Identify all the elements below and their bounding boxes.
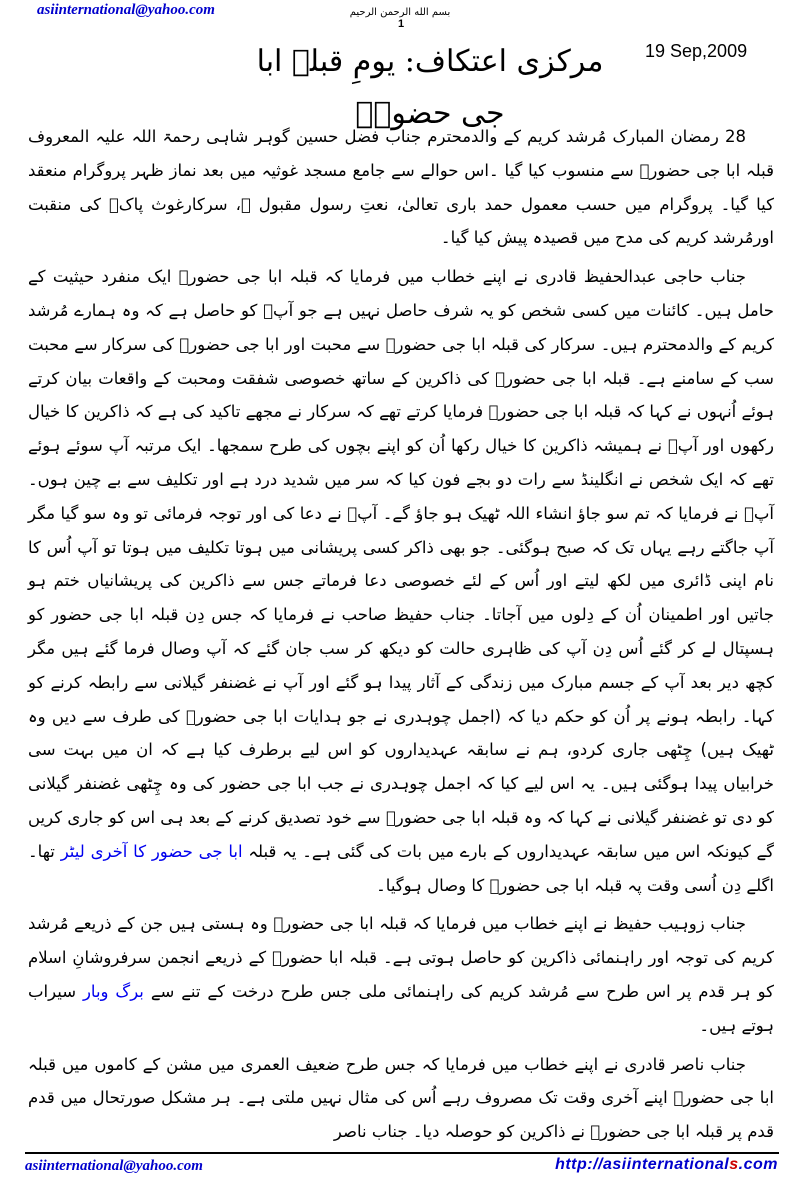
paragraph: 28 رمضان المبارک مُرشد کریم کے والدمحترم جناب فضل حسین گوہر شاہی رحمۃ اللہ علیہ المعروف قبلہ ابا جی حضورؒ سے منسوب کیا گیا ۔اس حوالے سے جامع مسجد غوثیہ میں بعد نماز ظہر پروگرام منعقد کیا گیا۔ پروگرام میں حسب معمول حمد باری تعالیٰ، نعتِ رسول مقبول ﷺ، سرکارغوث پاکؓ کی منقبت اورمُرشد کریم کی مدح میں قصیدہ پیش کیا گیا۔ <box>28 127 774 248</box>
page-number: 1 <box>398 18 405 30</box>
bismillah: بسم الله الرحمن الرحیم <box>349 7 451 18</box>
highlighted-phrase: برگ وبار <box>82 981 144 1001</box>
footer-url[interactable] <box>555 1156 778 1174</box>
highlighted-phrase: ابا جی حضور کا آخری لیٹر <box>60 841 243 861</box>
paragraph: جناب ناصر قادری نے اپنے خطاب میں فرمایا کہ جس طرح ضعیف العمری میں مشن کے کاموں میں قبلہ ابا جی حضورؒ اپنے آخری وقت تک مصروف رہے اُس کی مثال نہیں ملتی ہے۔ ہر مشکل صورتحال میں قدم قدم پر قبلہ ابا جی حضورؒ نے ذاکرین کو حوصلہ دیا۔ جناب ناصر <box>28 1054 774 1142</box>
url-red-letter: s <box>729 1156 739 1173</box>
article-title: مرکزی اعتکاف: یومِ قبلہ ابا جی حضورؒ <box>256 44 604 131</box>
paragraph <box>28 260 774 902</box>
paragraph-text: تھا۔ اگلے دِن اُسی وقت پہ قبلہ ابا جی حضورؒ کا وصال ہوگیا۔ <box>28 841 774 895</box>
url-prefix: http://asiinternational <box>555 1156 730 1173</box>
article-date: 19 Sep,2009 <box>645 41 748 61</box>
paragraph-text: جناب زوہیب حفیظ نے اپنے خطاب میں فرمایا کہ قبلہ ابا جی حضورؒ وہ ہستی ہیں جن کے ذریعے مُرشد کریم کی توجہ اور راہنمائی ذاکرین کو حاصل ہوتی ہے۔ قبلہ ابا حضورؒ کے ذریعے انجمن سرفروشانِ اسلام کو ہر قدم پر اس طرح سے مُرشد کریم کی راہنمائی ملی جس طرح درخت کے تنے سے <box>28 914 774 1001</box>
paragraph-text: سیراب ہوتے ہیں۔ <box>28 981 774 1035</box>
header-email[interactable]: asiinternational@yahoo.com <box>37 2 215 18</box>
footer-divider <box>25 1152 779 1154</box>
article-body <box>28 120 774 1149</box>
url-suffix: .com <box>738 1156 778 1173</box>
paragraph <box>28 907 774 1042</box>
footer-email[interactable]: asiinternational@yahoo.com <box>25 1158 203 1174</box>
paragraph-text: جناب حاجی عبدالحفیظ قادری نے اپنے خطاب میں فرمایا کہ قبلہ ابا جی حضورؒ ایک منفرد حیثیت کے حامل ہیں۔ کائنات میں کسی شخص کو یہ شرف حاصل نہیں ہے جو آپؒ کو حاصل ہے کہ وہ ہمارے مُرشد کریم کے والدمحترم ہیں۔ سرکار کی قبلہ ابا جی حضورؒ سے محبت اور ابا جی حضورؒ کی سرکار سے محبت سب کے سامنے ہے۔ قبلہ ابا جی حضورؒ کی ذاکرین کے ساتھ خصوصی شفقت ومحبت کے واقعات بیان کرتے ہوئے اُنہوں نے کہا کہ قبلہ ابا جی حضورؒ فرمایا کرتے تھے کہ سرکار نے مجھے تاکید کی ہے کہ ذاکرین کا خیال رکھوں اور آپؒ نے ہمیشہ ذاکرین کا خیال رکھا اُن کو اپنے بچوں کی طرح سمجھا۔ ایک مرتبہ آپ سوئے ہوئے تھے کہ ایک شخص نے انگلینڈ سے رات دو بجے فون کیا کہ سر میں شدید درد ہے اور تکلیف سے بے چین ہوں۔ آپؒ نے فرمایا کہ تم سو جاؤ انشاء اللہ ٹھیک ہو جاؤ گے۔ آپؒ نے دعا کی اور توجہ فرمائی تو وہ سو گیا مگر آپ جاگتے رہے یہاں تک کہ صبح ہوگئی۔ جو بھی ذاکر کسی پریشانی میں ہوتا تکلیف میں ہوتا تو آپ اُس کا نام اپنی ڈائری میں لکھ لیتے اور اُس کے لئے خصوصی دعا فرماتے جس سے ذاکرین کی پریشانیاں ختم ہو جاتیں اور اطمینان اُن کے دِلوں میں آجاتا۔ جناب حفیظ صاحب نے فرمایا کہ جس دِن قبلہ ابا جی حضور کو ہسپتال لے کر گئے اُس دِن آپ کی ظاہری حالت کو دیکھ کر سب جان گئے کہ آپ وصال فرما گئے ہیں مگر کچھ دیر بعد آپ کے جسم مبارک میں زندگی کے آثار پیدا ہو گئے اور آپ نے غضنفر گیلانی سے رابطہ کرنے کو کہا۔ رابطہ ہونے پر اُن کو حکم دیا کہ (اجمل چوہدری نے جو ہدایات ابا جی حضورؒ کی طرف سے دیں وہ ٹھیک ہیں) چِٹھی جاری کردو، ہم نے سابقہ عہدیداروں کو اس لیے برطرف کیا ہے کہ ان میں بہت سی خرابیاں پیدا ہوگئی ہیں۔ یہ اس لیے کیا کہ اجمل چوہدری نے جب ابا جی حضور کی وہ چِٹھی غضنفر گیلانی کو دی تو غضنفر گیلانی نے کہا کہ وہ قبلہ ابا جی حضورؒ سے خود تصدیق کرنے کے بعد ہی اس کو جاری کریں گے کیونکہ اس میں سابقہ عہدیداروں کے بارے میں بات کی گئی ہے۔ یہ قبلہ <box>28 267 775 861</box>
